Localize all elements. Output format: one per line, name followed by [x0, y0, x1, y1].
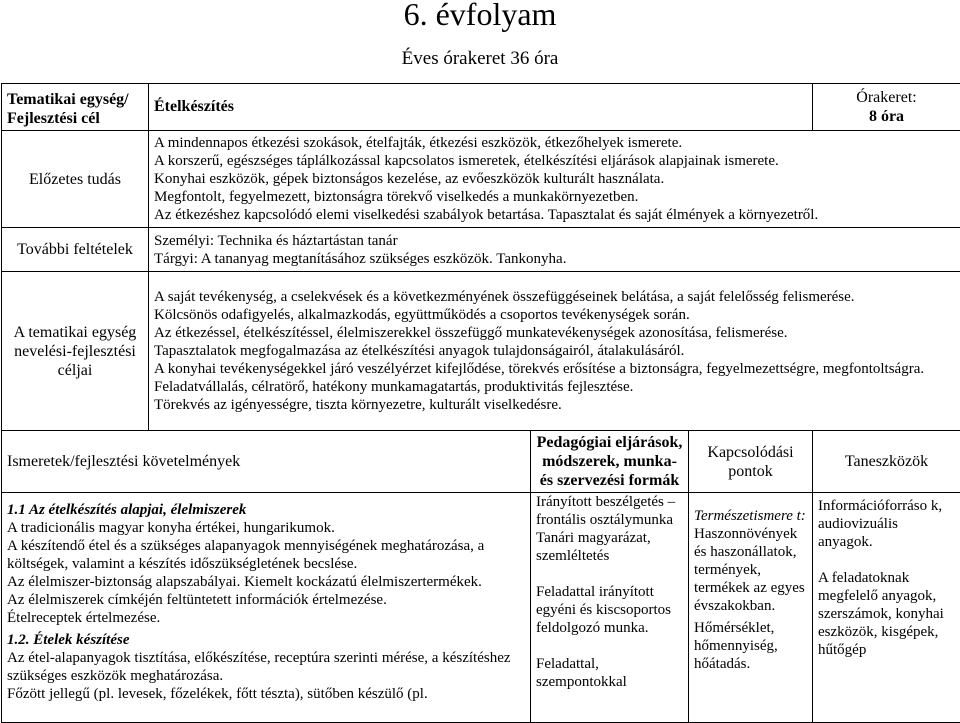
- requirements-text: Az étel-alapanyagok tisztítása, előkészítése, receptúra szerinti mérése, a készítéshez szükséges eszközök meghatározása.: [7, 649, 525, 685]
- tools-content: [813, 493, 960, 723]
- column-header-row: [2, 431, 960, 493]
- goals-line: Kölcsönös odafigyelés, alkalmazkodás, együttműködés a csoportos tevékenységek során.: [154, 306, 955, 324]
- topic-label: Tematikai egység/ Fejlesztési cél: [2, 84, 149, 131]
- prior-knowledge-line: Konyhai eszközök, gépek biztonságos kezelése, az evőeszközök kulturált használata.: [154, 170, 955, 188]
- goals-line: Törekvés az igényességre, tiszta környezetre, kulturált viselkedésre.: [154, 396, 955, 414]
- methods-content: [531, 493, 689, 723]
- prior-knowledge-label: Előzetes tudás: [2, 131, 149, 228]
- goals-line: Feladatvállalás, célratörő, hatékony munkamagatartás, produktivitás fejlesztése.: [154, 378, 955, 396]
- tools-text: A feladatoknak megfelelő anyagok, szerszámok, konyhai eszközök, kisgépek, hűtőgép: [818, 569, 955, 659]
- page-title: 6. évfolyam: [0, 0, 960, 36]
- connections-content: [689, 493, 813, 723]
- methods-text: Irányított beszélgetés – frontális osztálymunka: [536, 493, 683, 529]
- requirements-text: A tradicionális magyar konyha értékei, hungarikumok.: [7, 519, 525, 537]
- methods-text: Feladattal, szempontokkal: [536, 655, 683, 691]
- methods-header: Pedagógiai eljárások, módszerek, munka- és szervezési formák: [531, 431, 689, 493]
- prior-knowledge-line: A korszerű, egészséges táplálkozással kapcsolatos ismeretek, ételkészítési eljárások alapjainak ismerete.: [154, 152, 955, 170]
- prior-knowledge-row: [2, 131, 960, 228]
- prior-knowledge-content: [149, 131, 960, 228]
- connections-header: Kapcsolódási pontok: [689, 431, 813, 493]
- goals-content: [149, 272, 960, 431]
- tools-text: Információforráso k, audiovizuális anyagok.: [818, 497, 955, 551]
- page-subtitle: Éves órakeret 36 óra: [0, 47, 960, 71]
- requirements-text: Ételreceptek értelmezése.: [7, 609, 525, 627]
- curriculum-table: [1, 83, 960, 723]
- hours-value: 8 óra: [818, 107, 955, 126]
- goals-line: A konyhai tevékenységekkel járó veszélyérzet kifejlődése, törekvés erősítése a biztonságra, fegyelmezettségre, megfontoltságra.: [154, 360, 955, 378]
- header-row: [2, 84, 960, 131]
- requirements-text: Az élelmiszer-biztonság alapszabályai. Kiemelt kockázatú élelmiszertermékek.: [7, 573, 525, 591]
- conditions-line: Tárgyi: A tananyag megtanításához szükséges eszközök. Tankonyha.: [154, 250, 955, 268]
- requirements-content: [2, 493, 531, 723]
- requirements-text: A készítendő étel és a szükséges alapanyagok mennyiségének meghatározása, a költségek, valamint a készítés időszükségletének becslése.: [7, 537, 525, 573]
- requirements-section-title: 1.1 Az ételkészítés alapjai, élelmiszerek: [7, 501, 525, 519]
- methods-text: Feladattal irányított egyéni és kiscsoportos feldolgozó munka.: [536, 583, 683, 637]
- goals-row: [2, 272, 960, 431]
- conditions-row: [2, 228, 960, 272]
- connections-subject: Természetismere t:: [694, 507, 807, 525]
- conditions-line: Személyi: Technika és háztartástan tanár: [154, 232, 955, 250]
- requirements-text: Az élelmiszerek címkéjén feltüntetett információk értelmezése.: [7, 591, 525, 609]
- goals-line: A saját tevékenység, a cselekvések és a következményének összefüggéseinek belátása, a saját felelősség felismerése.: [154, 288, 955, 306]
- connections-text: Haszonnövények és haszonállatok, termények, termékek az egyes évszakokban.: [694, 525, 807, 615]
- goals-line: Az étkezéssel, ételkészítéssel, élelmiszerekkel összefüggő munkatevékenységek azonosítása, felismerése.: [154, 324, 955, 342]
- methods-text: Tanári magyarázat, szemléltetés: [536, 529, 683, 565]
- requirements-header: Ismeretek/fejlesztési követelmények: [2, 431, 531, 493]
- conditions-label: További feltételek: [2, 228, 149, 272]
- prior-knowledge-line: A mindennapos étkezési szokások, ételfajták, étkezési eszközök, étkezőhelyek ismerete.: [154, 134, 955, 152]
- conditions-content: [149, 228, 960, 272]
- content-row: [2, 493, 960, 723]
- prior-knowledge-line: Az étkezéshez kapcsolódó elemi viselkedési szabályok betartása. Tapasztalat és saját élmények a környezetről.: [154, 206, 955, 224]
- requirements-section-title: 1.2. Ételek készítése: [7, 631, 525, 649]
- connections-text: Hőmérséklet, hőmennyiség, hőátadás.: [694, 619, 807, 673]
- hours-label: Órakeret:: [818, 88, 955, 107]
- tools-header: Taneszközök: [813, 431, 960, 493]
- topic-name: Ételkészítés: [149, 84, 813, 131]
- hours-cell: [813, 84, 960, 131]
- requirements-text: Főzött jellegű (pl. levesek, főzelékek, főtt tészta), sütőben készülő (pl.: [7, 685, 525, 703]
- prior-knowledge-line: Megfontolt, fegyelmezett, biztonságra törekvő viselkedés a munkakörnyezetben.: [154, 188, 955, 206]
- goals-line: Tapasztalatok megfogalmazása az ételkészítési anyagok tulajdonságairól, átalakulásáról.: [154, 342, 955, 360]
- goals-label: A tematikai egység nevelési-fejlesztési céljai: [2, 272, 149, 431]
